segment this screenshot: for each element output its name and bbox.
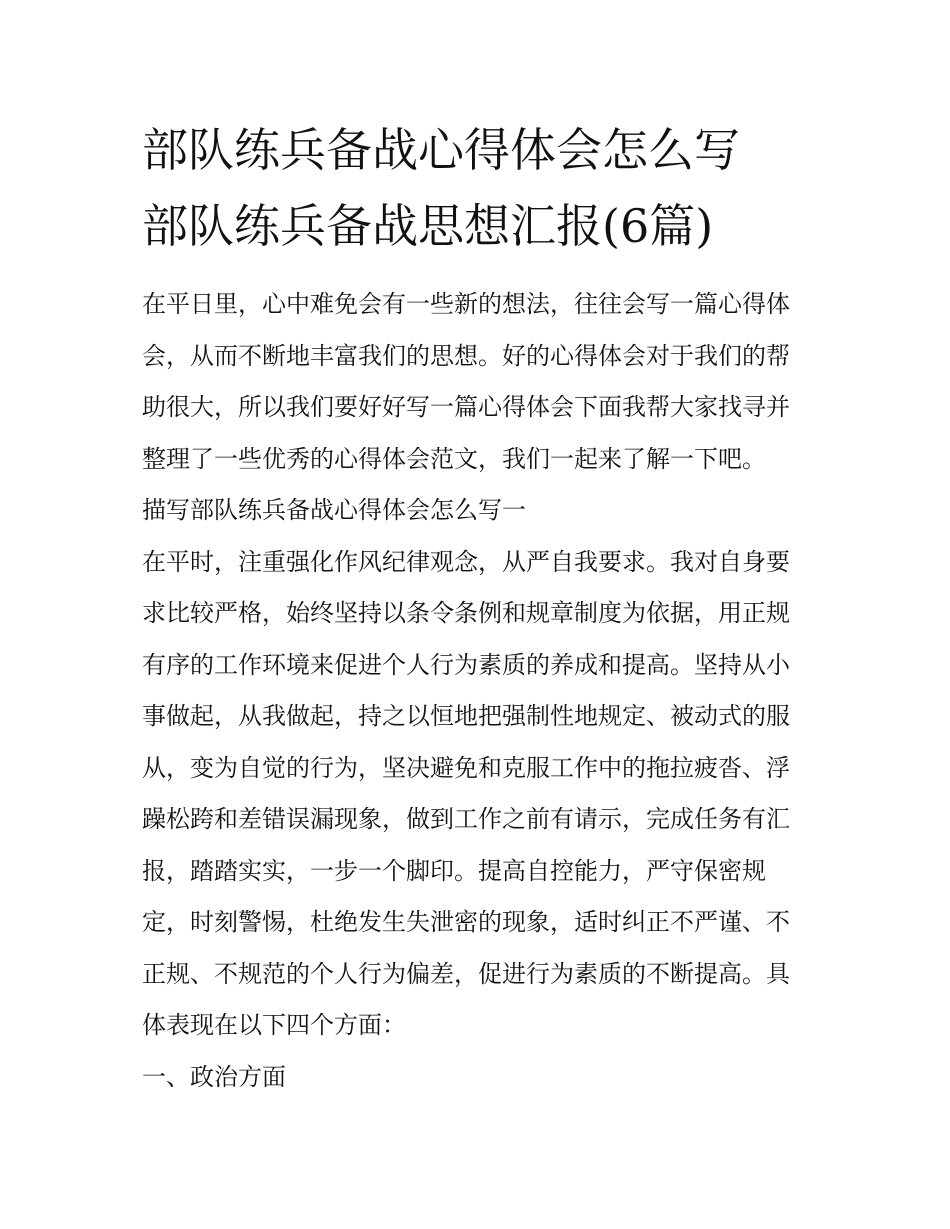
title-line: 部队练兵备战心得体会怎么写 <box>142 123 740 177</box>
intro-paragraph-line: 在平日里，心中难免会有一些新的想法，往往会写一篇心得体 <box>142 290 790 318</box>
section-heading: 描写部队练兵备战心得体会怎么写一 <box>142 496 526 524</box>
section-paragraph-line: 正规、不规范的个人行为偏差，促进行为素质的不断提高。具 <box>142 959 790 988</box>
section-paragraph-line: 有序的工作环境来促进个人行为素质的养成和提高。坚持从小 <box>142 650 790 679</box>
intro-paragraph-line: 会，从而不断地丰富我们的思想。好的心得体会对于我们的帮 <box>142 341 790 370</box>
document-body <box>142 279 822 1103</box>
section-paragraph-line: 求比较严格，始终坚持以条令条例和规章制度为依据，用正规 <box>142 599 790 627</box>
title-line: 部队练兵备战思想汇报(6篇) <box>142 199 714 253</box>
section-paragraph-line: 体表现在以下四个方面： <box>142 1011 406 1039</box>
subheading: 一、政治方面 <box>142 1062 286 1091</box>
document-title <box>142 112 842 264</box>
section-paragraph-line: 从，变为自觉的行为，坚决避免和克服工作中的拖拉疲沓、浮 <box>142 753 790 782</box>
section-paragraph-line: 报，踏踏实实，一步一个脚印。提高自控能力，严守保密规 <box>142 856 766 885</box>
intro-paragraph-line: 助很大，所以我们要好好写一篇心得体会下面我帮大家找寻并 <box>142 393 790 421</box>
intro-paragraph-line: 整理了一些优秀的心得体会范文，我们一起来了解一下吧。 <box>142 444 766 473</box>
section-paragraph-line: 在平时，注重强化作风纪律观念，从严自我要求。我对自身要 <box>142 547 790 576</box>
section-paragraph-line: 事做起，从我做起，持之以恒地把强制性地规定、被动式的服 <box>142 702 790 730</box>
section-paragraph-line: 躁松跨和差错误漏现象，做到工作之前有请示，完成任务有汇 <box>142 805 790 833</box>
section-paragraph-line: 定，时刻警惕，杜绝发生失泄密的现象，适时纠正不严谨、不 <box>142 908 790 936</box>
